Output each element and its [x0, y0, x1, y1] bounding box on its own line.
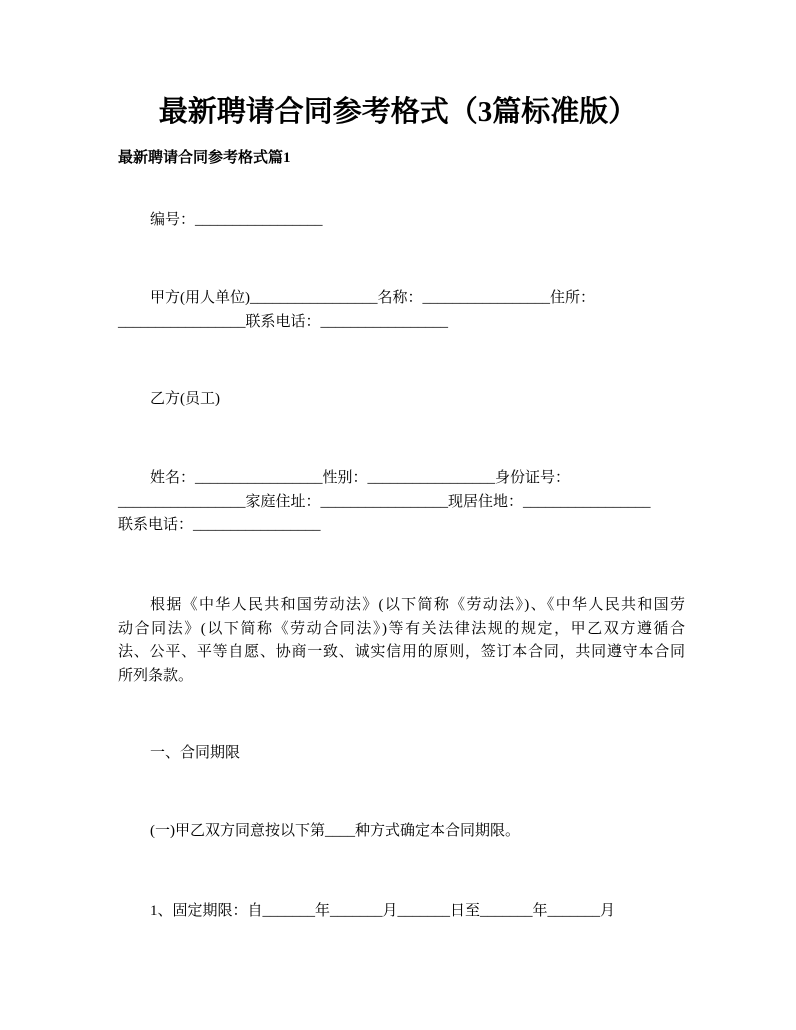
preamble-line: 法、公平、平等自愿、协商一致、诚实信用的原则，签订本合同，共同遵守本合同	[118, 644, 685, 660]
preamble-line: 根据《中华人民共和国劳动法》(以下简称《劳动法》)、《中华人民共和国劳	[150, 597, 685, 613]
party-b-info-line: 联系电话：_________________	[118, 517, 321, 533]
article-1-heading: 一、合同期限	[150, 745, 241, 761]
preamble-line: 所列条款。	[118, 668, 194, 684]
preamble-line: 动合同法》(以下简称《劳动合同法》)等有关法律法规的规定，甲乙双方遵循合	[118, 621, 685, 637]
document-title: 最新聘请合同参考格式（3篇标准版）	[158, 96, 638, 128]
section-heading: 最新聘请合同参考格式篇1	[118, 150, 291, 166]
party-a-line: _________________联系电话：_________________	[118, 314, 449, 330]
party-b-info-line: 姓名：_________________性别：_________________身份证号：	[150, 470, 571, 486]
party-b-heading: 乙方(员工)	[150, 391, 220, 407]
party-b-info-line: _________________家庭住址：_________________现居住地：_________________	[118, 494, 651, 510]
contract-number-line: 编号：_________________	[150, 212, 323, 228]
article-1-item-1: 1、固定期限：自_______年_______月_______日至_______年_______月	[150, 903, 616, 919]
party-a-line: 甲方(用人单位)_________________名称：_________________住所：	[150, 290, 595, 306]
article-1-clause-1: (一)甲乙双方同意按以下第____种方式确定本合同期限。	[150, 823, 520, 839]
